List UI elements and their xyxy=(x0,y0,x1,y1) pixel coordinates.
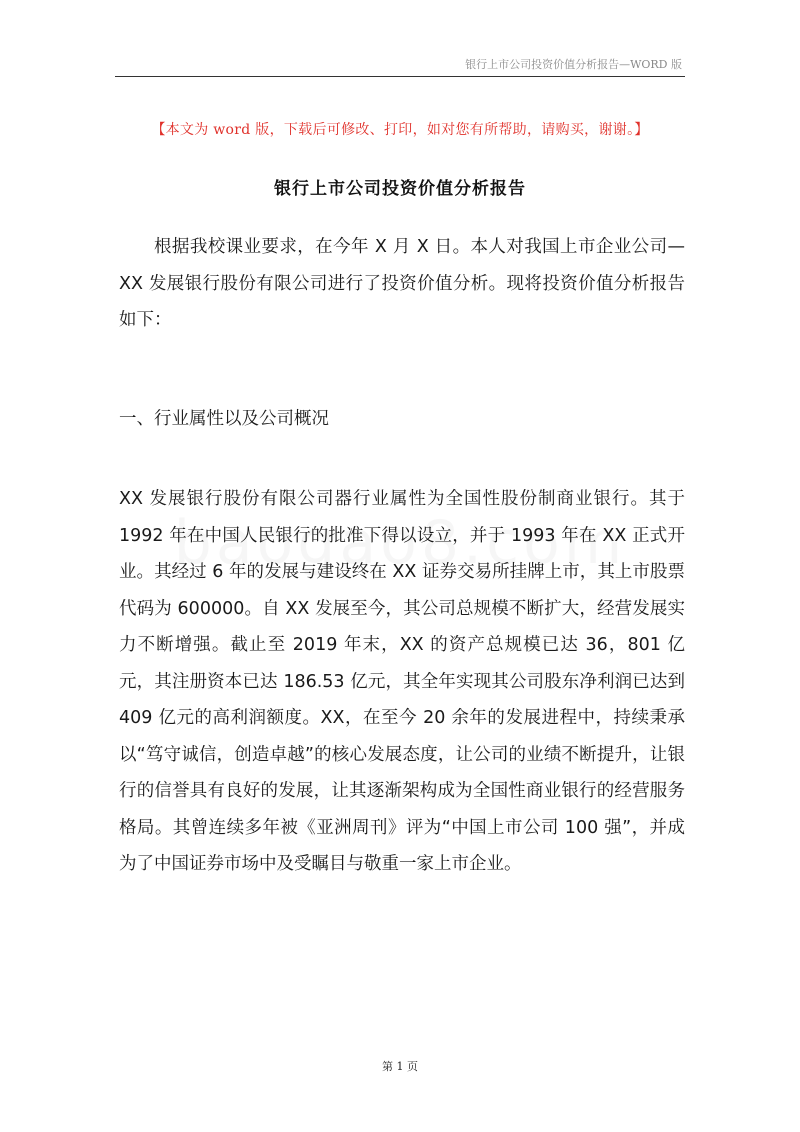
header-rule xyxy=(115,76,685,77)
document-title: 银行上市公司投资价值分析报告 xyxy=(274,179,526,199)
section-heading-1: 一、行业属性以及公司概况 xyxy=(119,409,329,429)
page-number: 第 1 页 xyxy=(382,1060,418,1073)
section-paragraph-1: XX 发展银行股份有限公司器行业属性为全国性股份制商业银行。其于 1992 年在中国人民银行的批准下得以设立，并于 1993 年在 XX 正式开业。其经过 6 年的发展与建设终在 XX 证券交易所挂牌上市，其上市股票代码为 600000。自 XX 发展至今，其公司总规模不断扩大，经营发展实力不断增强。截止至 2019 年末，XX 的资产总规模已达 36，801 亿元，其注册资本已达 186.53 亿元，其全年实现其公司股东净利润已达到 409 亿元的高利润额度。XX，在至今 20 余年的发展进程中，持续秉承以“笃守诚信，创造卓越”的核心发展态度，让公司的业绩不断提升，让银行的信誉具有良好的发展，让其逐渐架构成为全国性商业银行的经营服务格局。其曾连续多年被《亚洲周刊》评为“中国上市公司 100 强”，并成为了中国证券市场中及受瞩目与敬重一家上市企业。 xyxy=(119,489,685,874)
running-header: 银行上市公司投资价值分析报告—WORD 版 xyxy=(465,58,682,71)
download-notice: 【本文为 word 版，下载后可修改、打印，如对您有所帮助，请购买，谢谢。】 xyxy=(151,122,649,138)
intro-paragraph: 根据我校课业要求，在今年 X 月 X 日。本人对我国上市企业公司—XX 发展银行股份有限公司进行了投资价值分析。现将投资价值分析报告如下： xyxy=(119,237,685,330)
